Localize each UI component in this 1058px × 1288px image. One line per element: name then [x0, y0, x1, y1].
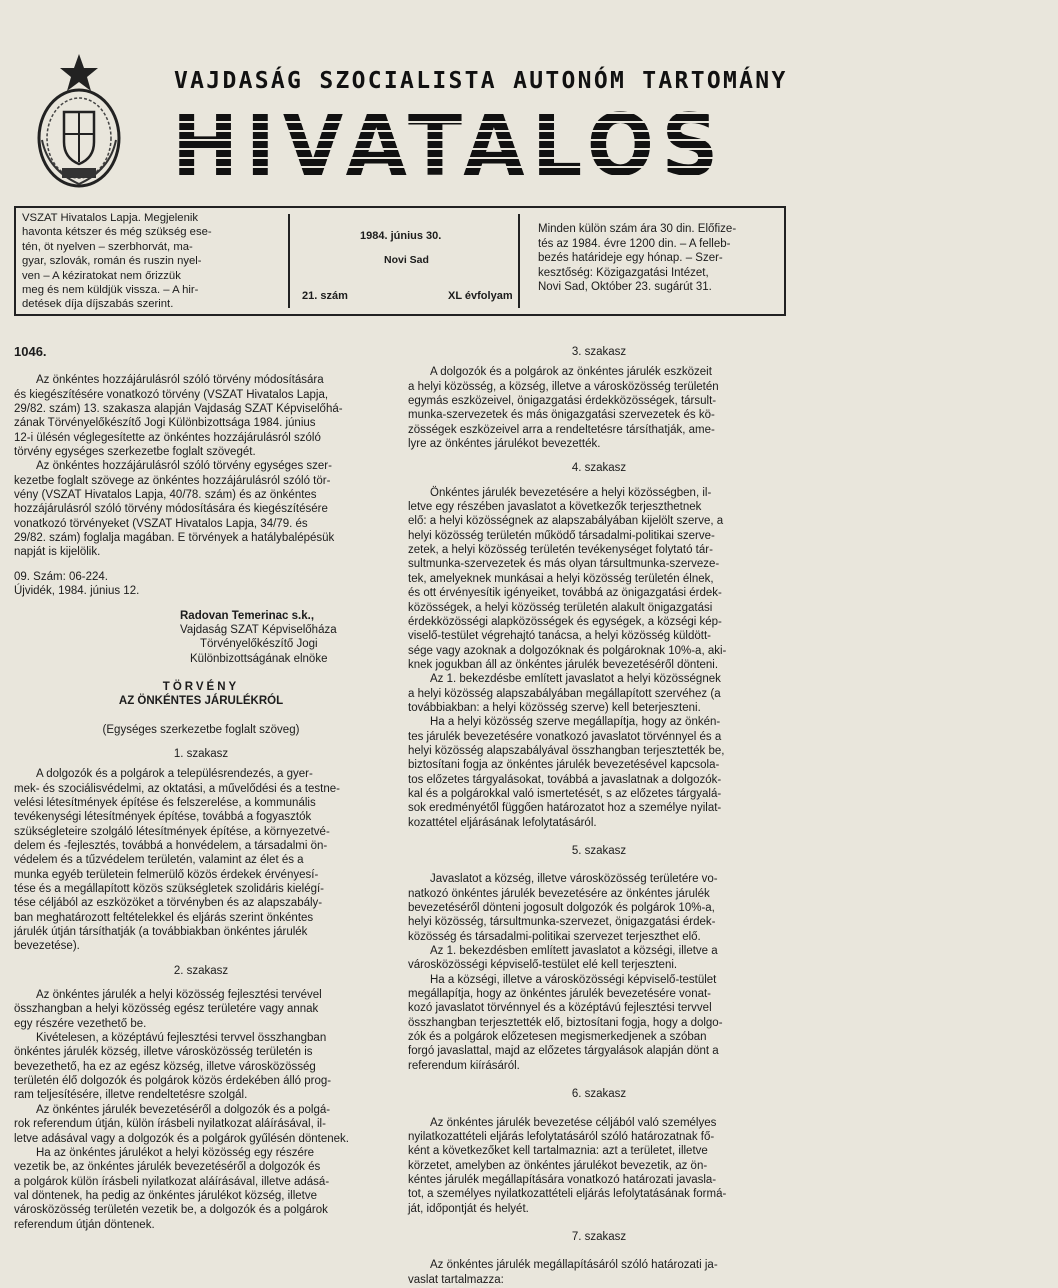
intro-line: 29/82. szám) 13. szakasza alapján Vajdaság SZAT Képviselőhá- — [14, 403, 343, 416]
section-heading: 7. szakasz — [571, 1230, 627, 1243]
text-line: Az önkéntes járulék bevezetése céljából való személyes — [430, 1116, 717, 1129]
section-heading: 6. szakasz — [571, 1088, 627, 1101]
text-line: mek- és szociálisvédelmi, az oktatási, a művelődési és a testne- — [14, 782, 340, 795]
text-line: szükségleteire szolgáló létesítmények építése, a környezetvé- — [14, 825, 330, 838]
text-line: A dolgozók és a polgárok a településrendezés, a gyer- — [36, 768, 313, 781]
text-line: a helyi közösség, a község, illetve a városközösség területén — [408, 380, 719, 393]
issue-date: 1984. június 30. — [360, 230, 442, 242]
terms-line: meg és nem küldjük vissza. – A hir- — [22, 284, 199, 297]
text-line: biztosítani fogja az önkéntes járulék bevezetésével kapcsola- — [408, 759, 720, 772]
price-line: kesztőség: Közigazgatási Intézet, — [538, 266, 709, 279]
text-line: bevezetése). — [14, 940, 80, 953]
text-line: tes járulék bevezetésére vonatkozó javaslatot törvénnyel és a — [408, 730, 722, 743]
text-line: helyi közösség, társultmunka-szervezet, önigazgatási érdek- — [408, 916, 716, 929]
text-line: Ha a községi, illetve a városközösségi képviselő-testület — [430, 973, 717, 986]
publication-info-box — [14, 206, 786, 316]
text-line: referendum kiírásáról. — [408, 1059, 520, 1072]
issue-place: Novi Sad — [384, 254, 429, 266]
text-line: tése és a megállapított közös szükségletek szolidáris kielégí- — [14, 883, 325, 895]
text-line: Kivételesen, a középtávú fejlesztési tervvel összhangban — [36, 1032, 327, 1045]
date-place: Újvidék, 1984. június 12. — [14, 585, 140, 598]
terms-line: VSZAT Hivatalos Lapja. Megjelenik — [22, 212, 199, 224]
text-line: összhangban a helyi közösség egész területére vagy annak — [14, 1003, 319, 1016]
text-line: közösségek, a helyi közösség területén alakult önigazgatási — [408, 601, 713, 614]
text-line: bevezethető, ha ez az egész község, illetve városközösség — [14, 1060, 316, 1073]
issue-info — [288, 214, 520, 308]
intro-line: vonatkozó törvényeket (VSZAT Hivatalos Lapja, 34/79. és — [14, 517, 308, 530]
section-heading: 4. szakasz — [571, 462, 627, 475]
text-line: forgó javaslattal, majd az előzetes tárgyalások alapján dönt a — [408, 1045, 719, 1058]
issue-volume: XL évfolyam — [448, 290, 513, 302]
text-line: zetek, a helyi közösség területén tevékenységet folytató tár- — [408, 544, 713, 557]
text-line: városközösség területén vezetik be, a dolgozók és a polgárok — [14, 1204, 328, 1217]
text-line: kéntes járulék megállapítására vonatkozó határozati javasla- — [408, 1173, 717, 1186]
text-line: közösség és társadalmi-politikai szervezet terjeszthet elő. — [408, 930, 701, 943]
text-line: bevezetéséről dönteni jogosult dolgozók és polgárok 10%-a, — [408, 902, 715, 915]
text-line: letve adásával vagy a dolgozók és a polgárok gyűlésén döntenek. — [14, 1132, 350, 1145]
signer-title: Különbizottságának elnöke — [190, 652, 328, 665]
publication-terms — [16, 208, 274, 314]
text-line: ban meghatározott feltételekkel és eljárás szerint önkéntes — [14, 911, 314, 924]
text-line: a helyi közösség alapszabályában megállapított szervéhez (a — [408, 687, 721, 700]
terms-line: ven – A kéziratokat nem őrizzük — [22, 269, 181, 282]
text-line: ját, időpontját és helyét. — [408, 1202, 529, 1215]
terms-line: gyar, szlovák, román és ruszin nyel- — [22, 255, 202, 268]
text-line: munka-szervezetek és más önigazgatási szervezetek és kö- — [408, 409, 715, 422]
text-line: knek jogukban áll az önkéntes járulék bevezetéséről dönteni. — [408, 658, 719, 671]
text-line: A dolgozók és a polgárok az önkéntes járulék eszközeit — [430, 366, 712, 379]
intro-line: zának Törvényelőkészítő Jogi Különbizottsága 1984. június — [14, 417, 316, 430]
text-line: letve egy részében javaslatot a következők terjeszthetnek — [408, 501, 702, 514]
text-line: Az 1. bekezdésben említett javaslatot a községi, illetve a — [430, 945, 718, 958]
text-line: delem és -fejlesztés, továbbá a honvédelem, a társadalmi ön- — [14, 839, 328, 852]
text-line: velési létesítmények építése és felszerelése, a kommunális — [14, 796, 316, 809]
intro-line: és kiegészítésére vonatkozó törvény (VSZAT Hivatalos Lapja, — [14, 388, 329, 401]
text-line: kal és a polgárokkal való ismertetését, s az előzetes tárgyalá- — [408, 787, 722, 800]
reference-number: 09. Szám: 06-224. — [14, 570, 108, 583]
left-column — [14, 345, 388, 1232]
text-line: sége vagy azoknak a dolgozóknak és polgároknak 10%-a, aki- — [408, 644, 727, 657]
intro-line: 12-i ülésén véglegesítette az önkéntes hozzájárulásról szóló — [14, 431, 321, 444]
signer-name: Radovan Temerinac s.k., — [180, 609, 315, 622]
text-line: megállapítja, hogy az önkéntes járulék bevezetésére vonat- — [408, 988, 712, 1001]
text-line: tevékenységi létesítmények építése, továbbá a fogyasztók — [14, 811, 312, 824]
text-line: területén élő dolgozók és polgárok közös érdekében álló prog- — [14, 1075, 332, 1088]
text-line: Az önkéntes járulék bevezetéséről a dolgozók és a polgá- — [36, 1103, 331, 1116]
text-line: sok eredményétől függően határozatot hoz a személye nyilat- — [408, 802, 722, 815]
text-line: helyi közösség területén működő társadalmi-politikai szerve- — [408, 529, 715, 542]
text-line: helyi közösség alapszabályával összhangban terjesztették be, — [408, 744, 725, 757]
text-line: egymás eszközeivel, önigazgatási érdekközösségek, társult- — [408, 395, 717, 408]
text-line: kozó javaslatot törvénnyel és a középtávú fejlesztési tervvel — [408, 1002, 712, 1015]
text-line: védelem és a tűzvédelem területén, valamint az élet és a — [14, 854, 304, 867]
province-name: VAJDASÁG SZOCIALISTA AUTONÓM TARTOMÁNY — [174, 68, 788, 94]
text-line: zók és a polgárok előzetesen megismerkedjenek a szóban — [408, 1031, 707, 1044]
intro-line: 29/82. szám) foglalja magában. E törvények a hatálybalépésük — [14, 532, 335, 545]
state-emblem-icon — [34, 50, 124, 198]
law-subject: AZ ÖNKÉNTES JÁRULÉKRÓL — [118, 695, 284, 708]
price-line: bezés határideje egy hónap. – Szer- — [538, 252, 723, 265]
text-line: vaslat tartalmazza: — [408, 1273, 504, 1286]
text-line: zösségek eszközeivel arra a rendeltetésre társíthatják, ame- — [408, 423, 715, 436]
text-line: érdekközösségi alapközösségek és egységek, a községi kép- — [408, 615, 722, 628]
text-line: munka egyéb területein felmerülő közös érdekek érvényesí- — [14, 868, 319, 881]
text-line: tek, amelyeknek munkásai a helyi közösség területén élnek, — [408, 572, 714, 585]
text-line: Ha az önkéntes járulékot a helyi közösség egy részére — [36, 1146, 315, 1159]
text-line: viselő-testület végrehajtó tanácsa, a helyi közösség küldött- — [408, 630, 711, 643]
signer-title: Vajdaság SZAT Képviselőháza — [180, 623, 337, 636]
text-line: tot, a személyes nyilatkozattételi eljárás lefolytatásának formá- — [408, 1188, 727, 1201]
section-heading: 2. szakasz — [173, 964, 229, 977]
text-line: natkozó önkéntes járulék bevezetésére az önkéntes járulék — [408, 887, 710, 900]
text-line: rok referendum útján, külön írásbeli nyilatkozat aláírásával, il- — [14, 1118, 326, 1131]
text-line: egy részére vezethető be. — [14, 1017, 147, 1030]
terms-line: havonta kétszer és még szükség ese- — [22, 226, 212, 239]
text-line: Az önkéntes járulék a helyi közösség fejlesztési tervével — [36, 989, 322, 1002]
text-line: lyre az önkéntes járulékot bevezették. — [408, 438, 601, 451]
text-line: Az önkéntes járulék megállapításáról szóló határozati ja- — [430, 1259, 718, 1272]
intro-line: törvény egységes szerkezetbe foglalt szövegét. — [14, 446, 256, 459]
signer-title: Törvényelőkészítő Jogi — [200, 638, 318, 651]
text-line: tos előzetes tárgyalásokat, továbbá a javaslatnak a dolgozók- — [408, 773, 722, 786]
price-line: Novi Sad, Október 23. sugárút 31. — [538, 281, 712, 294]
right-column — [408, 345, 790, 1287]
terms-line: detések díja díjszabás szerint. — [22, 298, 174, 311]
intro-line: kezetbe foglalt szövege az önkéntes hozzájárulásról szóló tör- — [14, 474, 331, 487]
intro-line: napját is kijelölik. — [14, 546, 101, 559]
gazette-title: HIVATALOS LAPJA — [172, 96, 1058, 196]
text-line: ram teljesítésére, illetve rendeltetésre szolgál. — [14, 1089, 248, 1102]
intro-line: hozzájárulásról szóló törvény módosítására és kiegészítésére — [14, 503, 328, 516]
law-subtitle: (Egységes szerkezetbe foglalt szöveg) — [102, 723, 300, 736]
text-line: Az 1. bekezdésbe említett javaslatot a helyi közösségnek — [430, 673, 721, 686]
price-info — [534, 208, 784, 314]
text-line: ként a következőket kell tartalmaznia: azt a területet, illetve — [408, 1145, 708, 1158]
text-line: elő: a helyi közösségnek az alapszabályában kijelölt szerve, a — [408, 515, 724, 528]
price-line: tés az 1984. évre 1200 din. – A felleb- — [538, 237, 731, 250]
intro-line: Az önkéntes hozzájárulásról szóló törvény egységes szer- — [36, 460, 332, 473]
text-line: Javaslatot a község, illetve városközösség területére vo- — [430, 873, 718, 886]
text-line: Önkéntes járulék bevezetésére a helyi közösségben, il- — [430, 486, 712, 499]
section-heading: 1. szakasz — [173, 747, 229, 760]
text-line: körzetet, amelyben az önkéntes járulékot bevezetik, az ön- — [408, 1159, 708, 1172]
text-line: val döntenek, ha pedig az önkéntes járulékot község, illetve — [14, 1189, 318, 1202]
text-line: városközösségi képviselő-testület elé kell terjeszteni. — [408, 959, 678, 972]
law-title: TÖRVÉNY — [162, 680, 240, 693]
text-line: tése céljából az eszközöket a törvényben és az alapszabály- — [14, 897, 323, 910]
text-line: referendum útján döntenek. — [14, 1218, 155, 1231]
text-line: vezetik be, az önkéntes járulék bevezetéséről a dolgozók és — [14, 1161, 321, 1174]
text-line: továbbiakban: a helyi közösség szerve) kell beterjeszteni. — [408, 701, 701, 714]
text-line: összhangban terjesztették elő, biztosítani fogja, hogy a dolgo- — [408, 1016, 723, 1029]
text-line: sultmunka-szervezetek és más olyan társultmunka-szerveze- — [408, 558, 720, 571]
text-line: Ha a helyi közösség szerve megállapítja, hogy az önkén- — [430, 716, 721, 729]
text-line: járulék útján társíthatják (a továbbiakban önkéntes járulék — [14, 926, 308, 939]
issue-number: 21. szám — [302, 290, 348, 302]
act-number: 1046. — [14, 344, 47, 359]
text-line: és ott érvényesítik igényeiket, továbbá az önigazgatási érdek- — [408, 587, 722, 600]
text-line: önkéntes járulék község, illetve városközösség területén is — [14, 1046, 313, 1059]
terms-line: tén, öt nyelven – szerbhorvát, ma- — [22, 240, 193, 253]
text-line: a polgárok külön írásbeli nyilatkozat aláírásával, illetve adásá- — [14, 1175, 330, 1188]
section-heading: 3. szakasz — [571, 346, 627, 358]
text-line: nyilatkozattételi eljárás lefolytatásáról szóló határozatnak fő- — [408, 1130, 715, 1143]
section-heading: 5. szakasz — [571, 845, 627, 857]
intro-line: Az önkéntes hozzájárulásról szóló törvény módosítására — [36, 374, 324, 387]
price-line: Minden külön szám ára 30 din. Előfize- — [538, 223, 737, 235]
intro-line: vény (VSZAT Hivatalos Lapja, 40/78. szám) és az önkéntes — [14, 489, 317, 502]
text-line: kozattétel eljárásának lefolytatásáról. — [408, 816, 597, 829]
